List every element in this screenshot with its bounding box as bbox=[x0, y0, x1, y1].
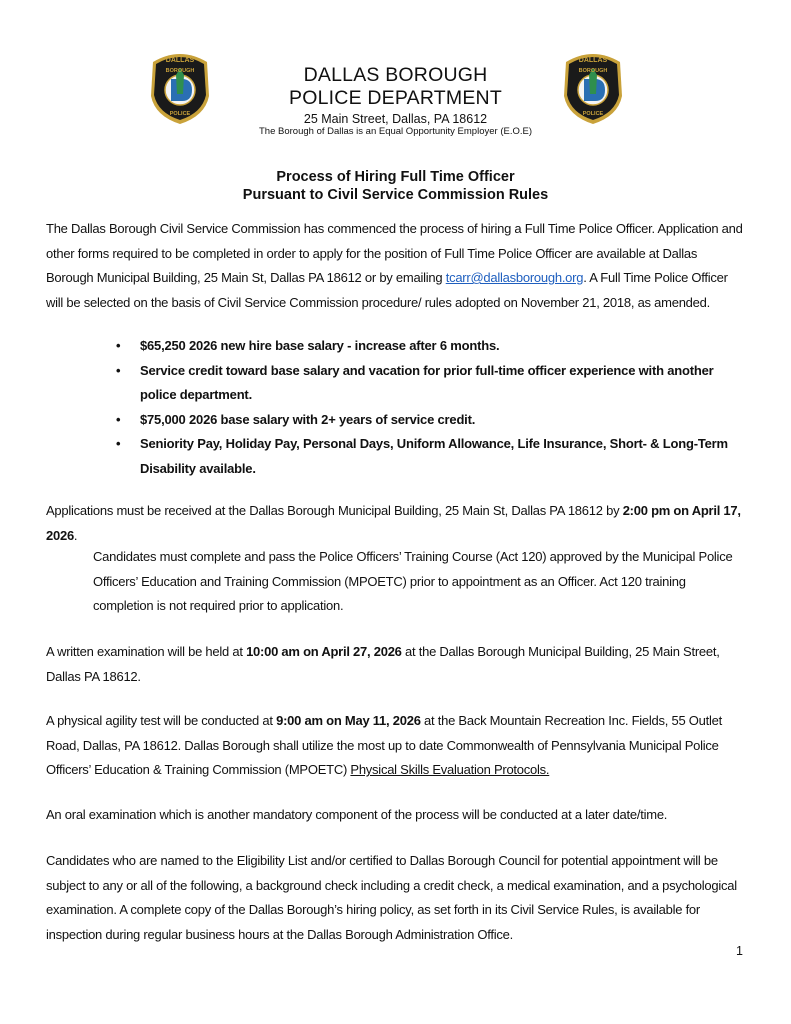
agility-test-text: A physical agility test will be conducted at bbox=[46, 713, 277, 728]
benefits-list bbox=[116, 334, 736, 481]
badge-bottom-text: POLICE bbox=[169, 111, 191, 117]
badge-top-text: DALLAS bbox=[165, 57, 195, 64]
intro-text: The Dallas Borough Civil Service Commission has commenced the process of hiring a Full Time Police Officer. Application and other forms required to be completed in order to apply for the position of Full Time Police Officer are available at Dallas Borough Municipal Building, 25 Main St, Dallas PA 18612 or by emailing bbox=[46, 221, 743, 285]
intro-text-end: . A Full Time Police Officer will be selected on the basis of Civil Service Commission procedure/ rules adopted on November 21, 2018, as amended. bbox=[46, 270, 728, 310]
eoe-statement: The Borough of Dallas is an Equal Opportunity Employer (E.O.E) bbox=[259, 126, 532, 137]
list-item: • $75,000 2026 base salary with 2+ years of service credit. bbox=[116, 408, 736, 433]
department-name: POLICE DEPARTMENT bbox=[289, 87, 502, 109]
oral-exam-paragraph: An oral examination which is another mandatory component of the process will be conducted at a later date/time. bbox=[46, 807, 668, 822]
document-title bbox=[0, 168, 791, 204]
page-number: 1 bbox=[736, 944, 743, 958]
org-name: DALLAS BOROUGH bbox=[303, 64, 488, 86]
agility-test-location: at the Back Mountain Recreation Inc. Fields, 55 Outlet Road, Dallas, PA 18612. Dallas Borough shall utilize the most up to date Commonwealth of Pennsylvania Municipal Police Officers’ Education & Training Commission (MPOETC) bbox=[46, 713, 722, 777]
list-item: • $65,250 2026 new hire base salary - increase after 6 months. bbox=[116, 334, 736, 359]
badge-mid-text: BOROUGH bbox=[165, 68, 195, 74]
agility-test-paragraph bbox=[46, 709, 746, 783]
written-exam-datetime: 10:00 am on April 27, 2026 bbox=[246, 644, 402, 659]
applications-end: . bbox=[73, 527, 78, 543]
list-item: • Service credit toward base salary and vacation for prior full-time officer experience with another police department. bbox=[116, 359, 736, 408]
email-link[interactable]: tcarr@dallasborough.org bbox=[445, 270, 584, 285]
applications-text: Applications must be received at the Dallas Borough Municipal Building, 25 Main St, Dallas PA 18612 by bbox=[46, 503, 623, 518]
intro-paragraph bbox=[46, 217, 746, 315]
svg-text:POLICE: POLICE bbox=[582, 111, 604, 117]
title-line-2: Pursuant to Civil Service Commission Rules bbox=[242, 187, 549, 203]
application-deadline: 2:00 pm on April 17, 2026 bbox=[46, 503, 741, 543]
address: 25 Main Street, Dallas, PA 18612 bbox=[303, 112, 488, 126]
eligibility-paragraph: Candidates who are named to the Eligibility List and/or certified to Dallas Borough Council for potential appointment will be subject to any or all of the following, a background check including a credit check, a medical examination, and a psychological examination. A complete copy of the Dallas Borough’s hiring policy, as set forth in its Civil Service Rules, is available for inspection during regular business hours at the Dallas Borough Administration Office. bbox=[46, 853, 737, 942]
written-exam-text: A written examination will be held at bbox=[46, 644, 247, 659]
applications-paragraph bbox=[46, 499, 746, 548]
training-requirement-paragraph: Candidates must complete and pass the Police Officers’ Training Course (Act 120) approved by the Municipal Police Officers’ Education and Training Commission (MPOETC) prior to appointment as an Officer. Act 120 training completion is not required prior to application. bbox=[93, 549, 733, 613]
protocols-link[interactable]: Physical Skills Evaluation Protocols. bbox=[350, 762, 550, 777]
svg-text:BOROUGH: BOROUGH bbox=[578, 68, 608, 74]
title-line-1: Process of Hiring Full Time Officer bbox=[276, 169, 515, 185]
written-exam-location: at the Dallas Borough Municipal Building, 25 Main Street, Dallas PA 18612. bbox=[46, 644, 720, 684]
svg-text:DALLAS: DALLAS bbox=[578, 57, 608, 64]
list-item: • Seniority Pay, Holiday Pay, Personal Days, Uniform Allowance, Life Insurance, Short- & Long-Term Disability available. bbox=[116, 432, 736, 481]
agility-test-datetime: 9:00 am on May 11, 2026 bbox=[276, 713, 421, 728]
letterhead bbox=[0, 64, 791, 138]
written-exam-paragraph bbox=[46, 640, 746, 689]
